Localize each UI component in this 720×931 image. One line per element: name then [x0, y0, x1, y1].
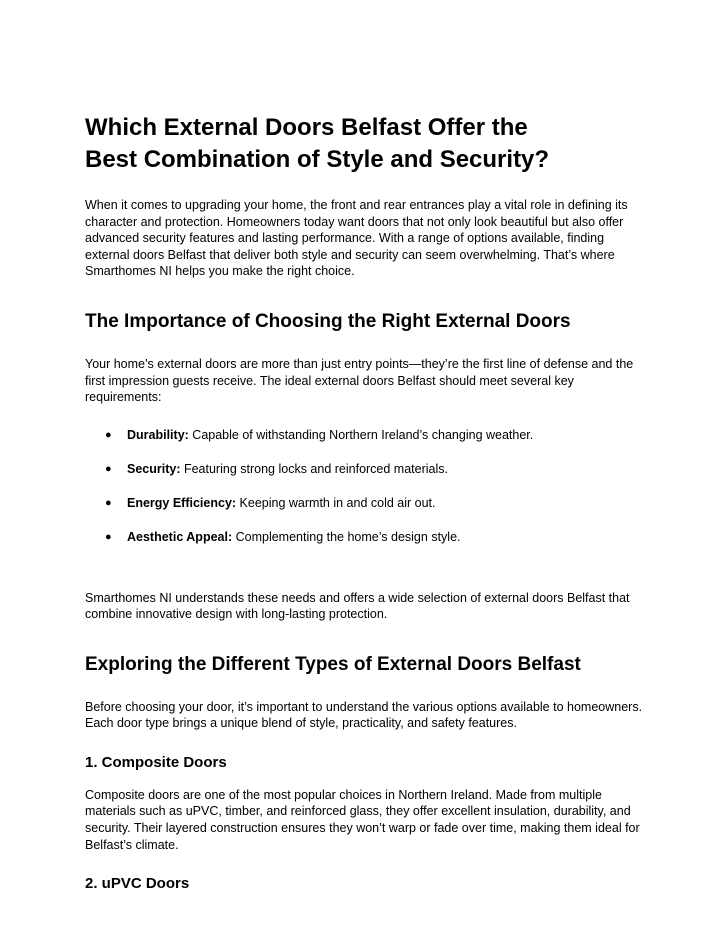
- document-content: [85, 112, 645, 894]
- list-item-text: Keeping warmth in and cold air out.: [236, 496, 436, 511]
- bullet-icon: ●: [105, 531, 112, 544]
- list-item-label: Durability:: [127, 427, 189, 442]
- list-item: [85, 529, 645, 546]
- list-item-text: Featuring strong locks and reinforced materials.: [180, 461, 448, 476]
- list-item-label: Energy Efficiency:: [127, 496, 237, 511]
- list-item: [85, 427, 645, 444]
- list-item-text: Complementing the home’s design style.: [232, 530, 461, 545]
- section-types-paragraph: Before choosing your door, it’s important to understand the various options available to homeowners. Each door type brings a unique blend of style, practicality, and safety features.: [85, 699, 643, 731]
- section-importance-heading: The Importance of Choosing the Right External Doors: [85, 310, 571, 332]
- title-line-2: Best Combination of Style and Security?: [85, 146, 550, 173]
- bullet-icon: ●: [105, 497, 112, 510]
- intro-paragraph: When it comes to upgrading your home, the front and rear entrances play a vital role in defining its character and protection. Homeowners today want doors that not only look beautiful but also offer advanced security features and lasting performance. With a range of options available, finding external doors Belfast that deliver both style and security can seem overwhelming. That’s where Smarthomes NI helps you make the right choice.: [85, 198, 628, 279]
- requirements-list: [85, 427, 645, 546]
- bullet-icon: ●: [105, 428, 112, 441]
- composite-doors-heading: 1. Composite Doors: [85, 753, 227, 771]
- list-item: [85, 495, 645, 512]
- section-importance-closing: Smarthomes NI understands these needs and offers a wide selection of external doors Belfast that combine innovative design with long-lasting protection.: [85, 590, 630, 622]
- upvc-doors-heading: 2. uPVC Doors: [85, 875, 190, 893]
- title-line-1: Which External Doors Belfast Offer the: [85, 114, 528, 141]
- list-item-label: Security:: [127, 461, 181, 476]
- section-types-heading: Exploring the Different Types of External Doors Belfast: [85, 653, 581, 675]
- section-importance-paragraph: Your home’s external doors are more than just entry points—they’re the first line of defense and the first impression guests receive. The ideal external doors Belfast should meet several key requirements:: [85, 356, 634, 405]
- list-item-label: Aesthetic Appeal:: [127, 530, 233, 545]
- bullet-icon: ●: [105, 462, 112, 475]
- list-item-text: Capable of withstanding Northern Ireland’s changing weather.: [188, 427, 534, 442]
- composite-doors-paragraph: Composite doors are one of the most popular choices in Northern Ireland. Made from multiple materials such as uPVC, timber, and reinforced glass, they offer excellent insulation, durability, and security. Their layered construction ensures they won’t warp or fade over time, making them ideal for Belfast’s climate.: [85, 787, 640, 852]
- list-item: [85, 461, 645, 478]
- document-title: [85, 112, 645, 176]
